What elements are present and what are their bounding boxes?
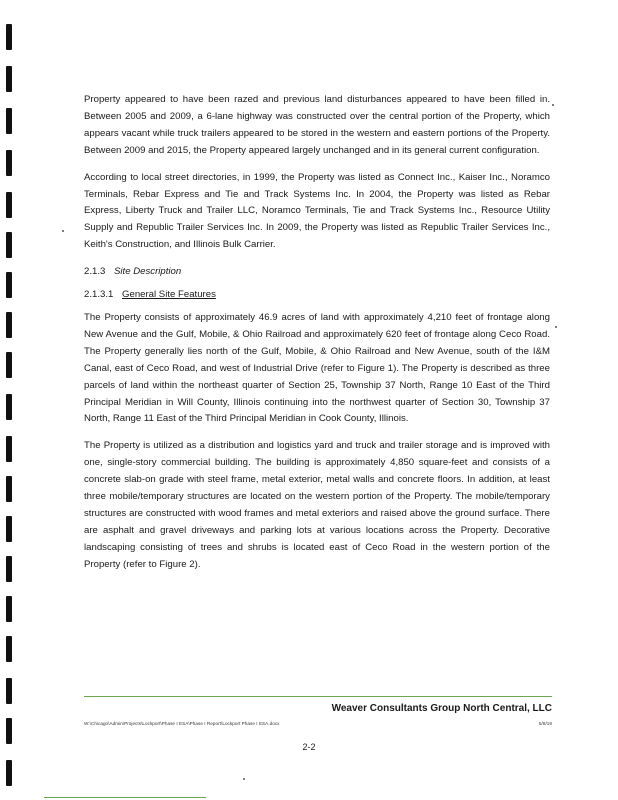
footer-rule [84,696,552,697]
binder-hole [6,352,12,378]
paragraph-property-use: The Property is utilized as a distribution and logistics yard and truck and trailer storage and is improved with one, single-story commercial building. The building is approximately 4,850 square-feet and consists of a concrete slab-on grade with steel frame, metal exterior, metal walls and concrete floors. In addition, at least three mobile/temporary structures are located on the western portion of the Property. The mobile/temporary structures are constructed with wood frames and metal exteriors and raised above the ground surface. There are asphalt and gravel driveways and parking lots at various locations across the Property. Decorative landscaping consisting of trees and shrubs is located east of Ceco Road in the western portion of the Property (refer to Figure 2). [84,440,550,570]
scan-speck [552,104,554,106]
bottom-rule [44,797,206,798]
binder-hole [6,436,12,462]
subsection-number: 2.1.3.1 [84,289,114,301]
scan-speck [243,778,245,780]
binder-hole [6,476,12,502]
section-heading [84,264,550,281]
binder-hole [6,760,12,786]
binder-hole [6,556,12,582]
footer-date: 5/8/19 [538,721,552,726]
paragraph-directories: According to local street directories, in 1999, the Property was listed as Connect Inc., Kaiser Inc., Noramco Terminals, Rebar Express and Tie and Track Systems Inc. In 2004, the Property was listed as Rebar Express, Liberty Truck and Trailer LLC, Noramco Terminals, Tie and Track Systems Inc., Resource Utility Supply and Republic Trailer Services Inc. In 2009, the Property was listed as Republic Trailer Services Inc., Keith's Construction, and Illinois Bulk Carrier. [84,171,550,251]
binder-hole [6,108,12,134]
binder-hole [6,718,12,744]
section-title: Site Description [114,266,182,278]
footer-file-path: W:\Chicago\Admin\Projects\Lockport\Phase I ESA\Phase I Report\Lockport Phase I ESA.docx [84,721,280,726]
binder-hole [6,596,12,622]
binder-hole [6,150,12,176]
paragraph-history: Property appeared to have been razed and previous land disturbances appeared to have been filled in. Between 2005 and 2009, a 6-lane highway was constructed over the central portion of the Property, which appears vacant while truck trailers appeared to be stored in the western and eastern portions of the Property. Between 2009 and 2015, the Property appeared largely unchanged and in its general current configuration. [84,94,550,156]
binder-hole [6,394,12,420]
subsection-title: General Site Features [122,289,216,301]
binder-hole [6,678,12,704]
binder-holes [6,0,16,800]
footer-file-info [84,721,552,726]
footer-company-name: Weaver Consultants Group North Central, LLC [331,703,552,714]
document-body [84,92,550,584]
page-number: 2-2 [302,742,316,752]
binder-hole [6,24,12,50]
binder-hole [6,232,12,258]
binder-hole [6,516,12,542]
binder-hole [6,312,12,338]
binder-hole [6,192,12,218]
subsection-heading [84,287,550,304]
binder-hole [6,66,12,92]
scan-speck [62,230,64,232]
scan-speck [555,326,557,328]
binder-hole [6,272,12,298]
paragraph-site-features: The Property consists of approximately 46.9 acres of land with approximately 4,210 feet of frontage along New Avenue and the Gulf, Mobile, & Ohio Railroad and approximately 620 feet of frontage along Ceco Road. The Property generally lies north of the Gulf, Mobile, & Ohio Railroad and New Avenue, south of the I&M Canal, east of Ceco Road, and west of Industrial Drive (refer to Figure 1). The Property is described as three parcels of land within the northeast quarter of Section 25, Township 37 North, Range 10 East of the Third Principal Meridian in Will County, Illinois continuing into the northwest quarter of Section 30, Township 37 North, Range 11 East of the Third Principal Meridian in Cook County, Illinois. [84,311,550,425]
binder-hole [6,636,12,662]
section-number: 2.1.3 [84,266,106,278]
